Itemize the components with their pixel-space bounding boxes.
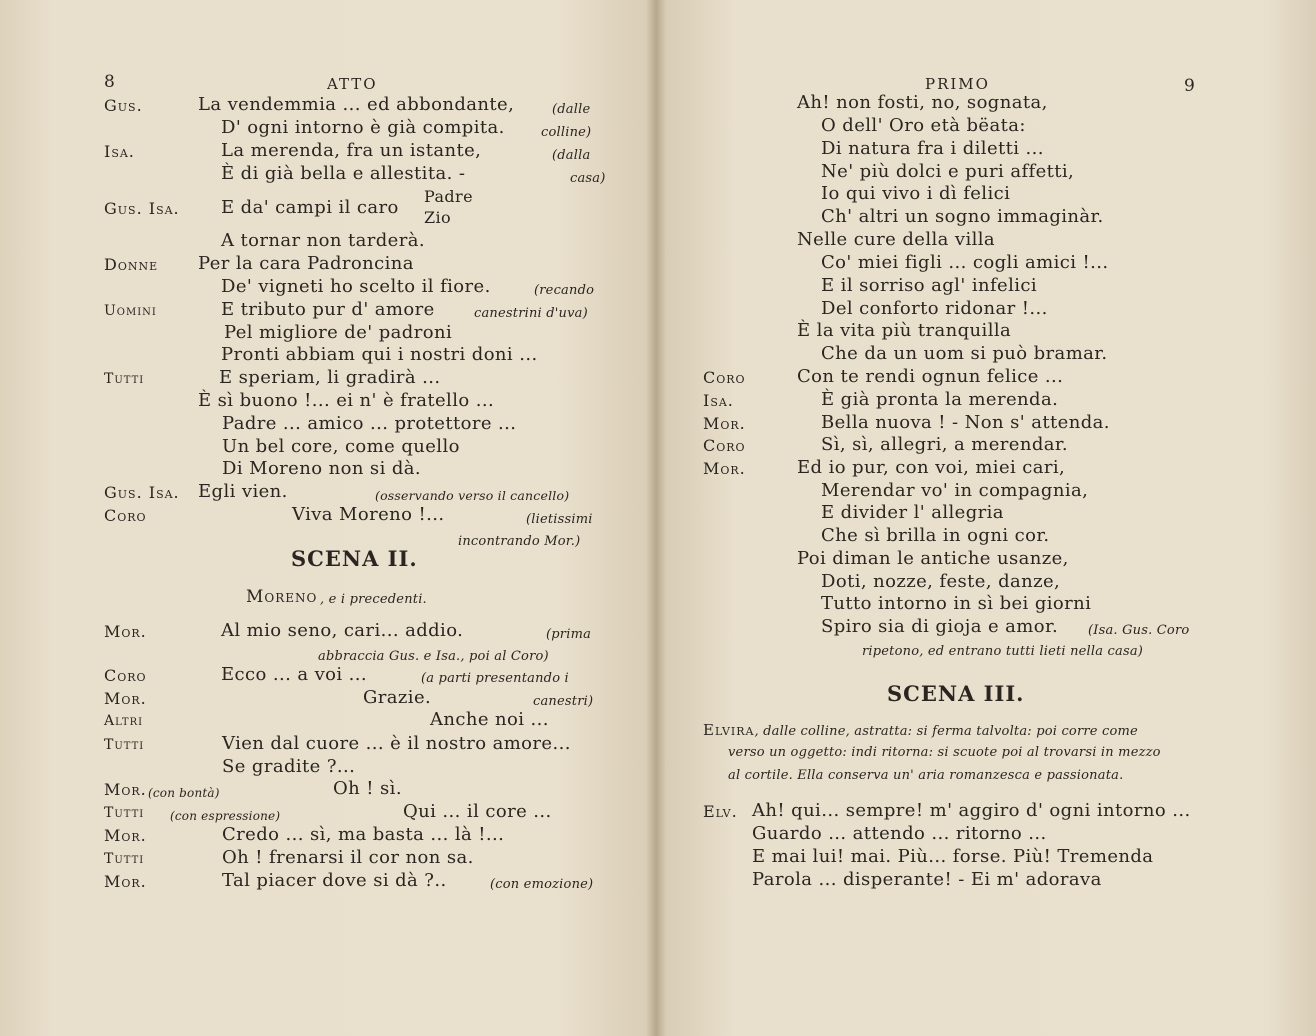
- speaker: Donne: [104, 255, 159, 274]
- verse-line: Che sì brilla in ogni cor.: [821, 525, 1050, 546]
- verse-line: Viva Moreno !...: [292, 504, 445, 525]
- stage-note: ripetono, ed entrano tutti lieti nella casa): [862, 644, 1144, 659]
- speaker: Mor.: [104, 872, 147, 891]
- verse-line: Oh ! sì.: [333, 778, 402, 799]
- page-number-left: 8: [104, 72, 116, 92]
- verse-line: Ne' più dolci e puri affetti,: [821, 161, 1075, 182]
- scena-title: SCENA III.: [887, 681, 1025, 706]
- speaker: Coro: [104, 666, 147, 685]
- stage-note: (osservando verso il cancello): [375, 488, 570, 503]
- speaker: Mor.: [104, 780, 147, 799]
- stage-note: (dalle: [552, 102, 591, 117]
- verse-line: Pel migliore de' padroni: [224, 322, 453, 343]
- stage-note: (Isa. Gus. Coro: [1088, 623, 1190, 638]
- speaker: Tutti: [104, 737, 145, 753]
- stage-direction-name: Elvira: [703, 721, 755, 739]
- verse-line: Padre ... amico ... protettore ...: [222, 413, 517, 434]
- stage-direction: [703, 720, 1138, 742]
- speaker: Elv.: [703, 802, 738, 821]
- verse-line: E da' campi il caro: [221, 197, 399, 218]
- verse-line: Tutto intorno in sì bei giorni: [821, 593, 1092, 614]
- stage-note: casa): [570, 171, 606, 186]
- verse-line: Di Moreno non si dà.: [222, 458, 422, 479]
- speaker: Mor.: [104, 622, 147, 641]
- verse-line: La vendemmia ... ed abbondante,: [198, 94, 515, 115]
- speaker: Tutti: [104, 851, 145, 867]
- speaker: Coro: [104, 506, 147, 525]
- verse-line: Guardo ... attendo ... ritorno ...: [752, 823, 1047, 844]
- verse-line: Tal piacer dove si dà ?..: [222, 870, 447, 891]
- verse-line: Co' miei figli ... cogli amici !...: [821, 252, 1109, 273]
- stage-note: (prima: [546, 627, 592, 642]
- speaker: Isa.: [703, 391, 734, 410]
- verse-line: Nelle cure della villa: [797, 229, 996, 250]
- scena-title: SCENA II.: [291, 546, 418, 571]
- speaker: Gus.: [104, 96, 143, 115]
- speaker: Tutti: [104, 805, 145, 821]
- verse-line: È di già bella e allestita. -: [221, 163, 466, 184]
- verse-line: Spiro sia di gioja e amor.: [821, 616, 1059, 637]
- speaker: Altri: [104, 713, 144, 729]
- verse-line: Se gradite ?...: [222, 756, 356, 777]
- book-gutter: [646, 0, 666, 1036]
- left-page: [0, 0, 656, 1036]
- speaker: Tutti: [104, 371, 145, 387]
- speaker: Mor.: [104, 826, 147, 845]
- stage-note: (con emozione): [490, 877, 594, 892]
- verse-line: E tributo pur d' amore: [221, 299, 435, 320]
- verse-line: Al mio seno, cari... addio.: [221, 620, 464, 641]
- verse-line: Qui ... il core ...: [403, 801, 552, 822]
- verse-line: O dell' Oro età bëata:: [821, 115, 1026, 136]
- stage-note: (lietissimi: [526, 512, 593, 527]
- verse-line: Doti, nozze, feste, danze,: [821, 571, 1061, 592]
- scena-persons-note: , e i precedenti.: [320, 592, 427, 607]
- verse-line: Ah! qui... sempre! m' aggiro d' ogni intorno ...: [752, 800, 1191, 821]
- verse-line: Credo ... sì, ma basta ... là !...: [222, 824, 505, 845]
- verse-line: Ed io pur, con voi, miei cari,: [797, 457, 1066, 478]
- speaker: Uomini: [104, 303, 157, 319]
- speaker: Gus. Isa.: [104, 199, 180, 218]
- stage-note: (recando: [534, 283, 595, 298]
- verse-line: È la vita più tranquilla: [797, 320, 1012, 341]
- verse-line: Ecco ... a voi ...: [221, 664, 368, 685]
- verse-line: Poi diman le antiche usanze,: [797, 548, 1069, 569]
- speaker: Mor.: [703, 414, 746, 433]
- speaker: Coro: [703, 368, 746, 387]
- verse-line: Bella nuova ! - Non s' attenda.: [821, 412, 1110, 433]
- verse-line: La merenda, fra un istante,: [221, 140, 482, 161]
- verse-line: Sì, sì, allegri, a merendar.: [821, 434, 1069, 455]
- stage-direction-line: al cortile. Ella conserva un' aria romanzesca e passionata.: [728, 768, 1124, 783]
- speaker: Coro: [703, 436, 746, 455]
- verse-line: Per la cara Padroncina: [198, 253, 414, 274]
- speaker-note: (con bontà): [148, 786, 220, 800]
- verse-line: Vien dal cuore ... è il nostro amore...: [222, 733, 571, 754]
- verse-line: E il sorriso agl' infelici: [821, 275, 1038, 296]
- stage-direction-line: verso un oggetto: indi ritorna: si scuote poi al trovarsi in mezzo: [728, 745, 1161, 760]
- verse-line: Che da un uom si può bramar.: [821, 343, 1108, 364]
- page-number-right: 9: [1184, 76, 1196, 96]
- verse-line: Grazie.: [363, 687, 432, 708]
- verse-line: Egli vien.: [198, 481, 288, 502]
- verse-line: D' ogni intorno è già compita.: [221, 117, 505, 138]
- verse-line: De' vigneti ho scelto il fiore.: [221, 276, 491, 297]
- running-head-right: PRIMO: [925, 75, 990, 93]
- verse-line: E speriam, li gradirà ...: [219, 367, 441, 388]
- verse-line: Parola ... disperante! - Ei m' adorava: [752, 869, 1102, 890]
- scena-persons: Moreno: [246, 587, 318, 607]
- verse-line: Pronti abbiam qui i nostri doni ...: [221, 344, 538, 365]
- verse-variant-lower: Zio: [424, 208, 452, 227]
- verse-line: Merendar vo' in compagnia,: [821, 480, 1089, 501]
- verse-line: Un bel core, come quello: [222, 436, 460, 457]
- verse-line: Ch' altri un sogno immaginàr.: [821, 206, 1104, 227]
- stage-note: canestrini d'uva): [474, 306, 588, 321]
- verse-line: A tornar non tarderà.: [221, 230, 425, 251]
- verse-line: Anche noi ...: [430, 709, 549, 730]
- verse-line: È già pronta la merenda.: [821, 389, 1059, 410]
- verse-line: Ah! non fosti, no, sognata,: [797, 92, 1048, 113]
- stage-direction-line: , dalle colline, astratta: si ferma talvolta: poi corre come: [754, 724, 1138, 739]
- speaker: Mor.: [104, 689, 147, 708]
- stage-note: (dalla: [552, 148, 591, 163]
- verse-line: Oh ! frenarsi il cor non sa.: [222, 847, 474, 868]
- stage-note: (a parti presentando i: [421, 671, 569, 686]
- running-head-left: ATTO: [327, 75, 378, 93]
- verse-line: È sì buono !... ei n' è fratello ...: [198, 390, 495, 411]
- verse-line: Di natura fra i diletti ...: [821, 138, 1044, 159]
- speaker-note: (con espressione): [170, 809, 281, 823]
- speaker: Gus. Isa.: [104, 483, 180, 502]
- verse-line: E mai lui! mai. Più... forse. Più! Tremenda: [752, 846, 1154, 867]
- stage-note: abbraccia Gus. e Isa., poi al Coro): [318, 649, 549, 664]
- verse-variant-upper: Padre: [424, 187, 473, 206]
- verse-line: Io qui vivo i dì felici: [821, 183, 1011, 204]
- stage-note: colline): [541, 125, 592, 140]
- verse-line: E divider l' allegria: [821, 502, 1004, 523]
- stage-note: incontrando Mor.): [458, 534, 581, 549]
- speaker: Isa.: [104, 142, 135, 161]
- right-page: [656, 0, 1316, 1036]
- verse-line: Del conforto ridonar !...: [821, 298, 1048, 319]
- stage-note: canestri): [533, 694, 594, 709]
- verse-line: Con te rendi ognun felice ...: [797, 366, 1064, 387]
- speaker: Mor.: [703, 459, 746, 478]
